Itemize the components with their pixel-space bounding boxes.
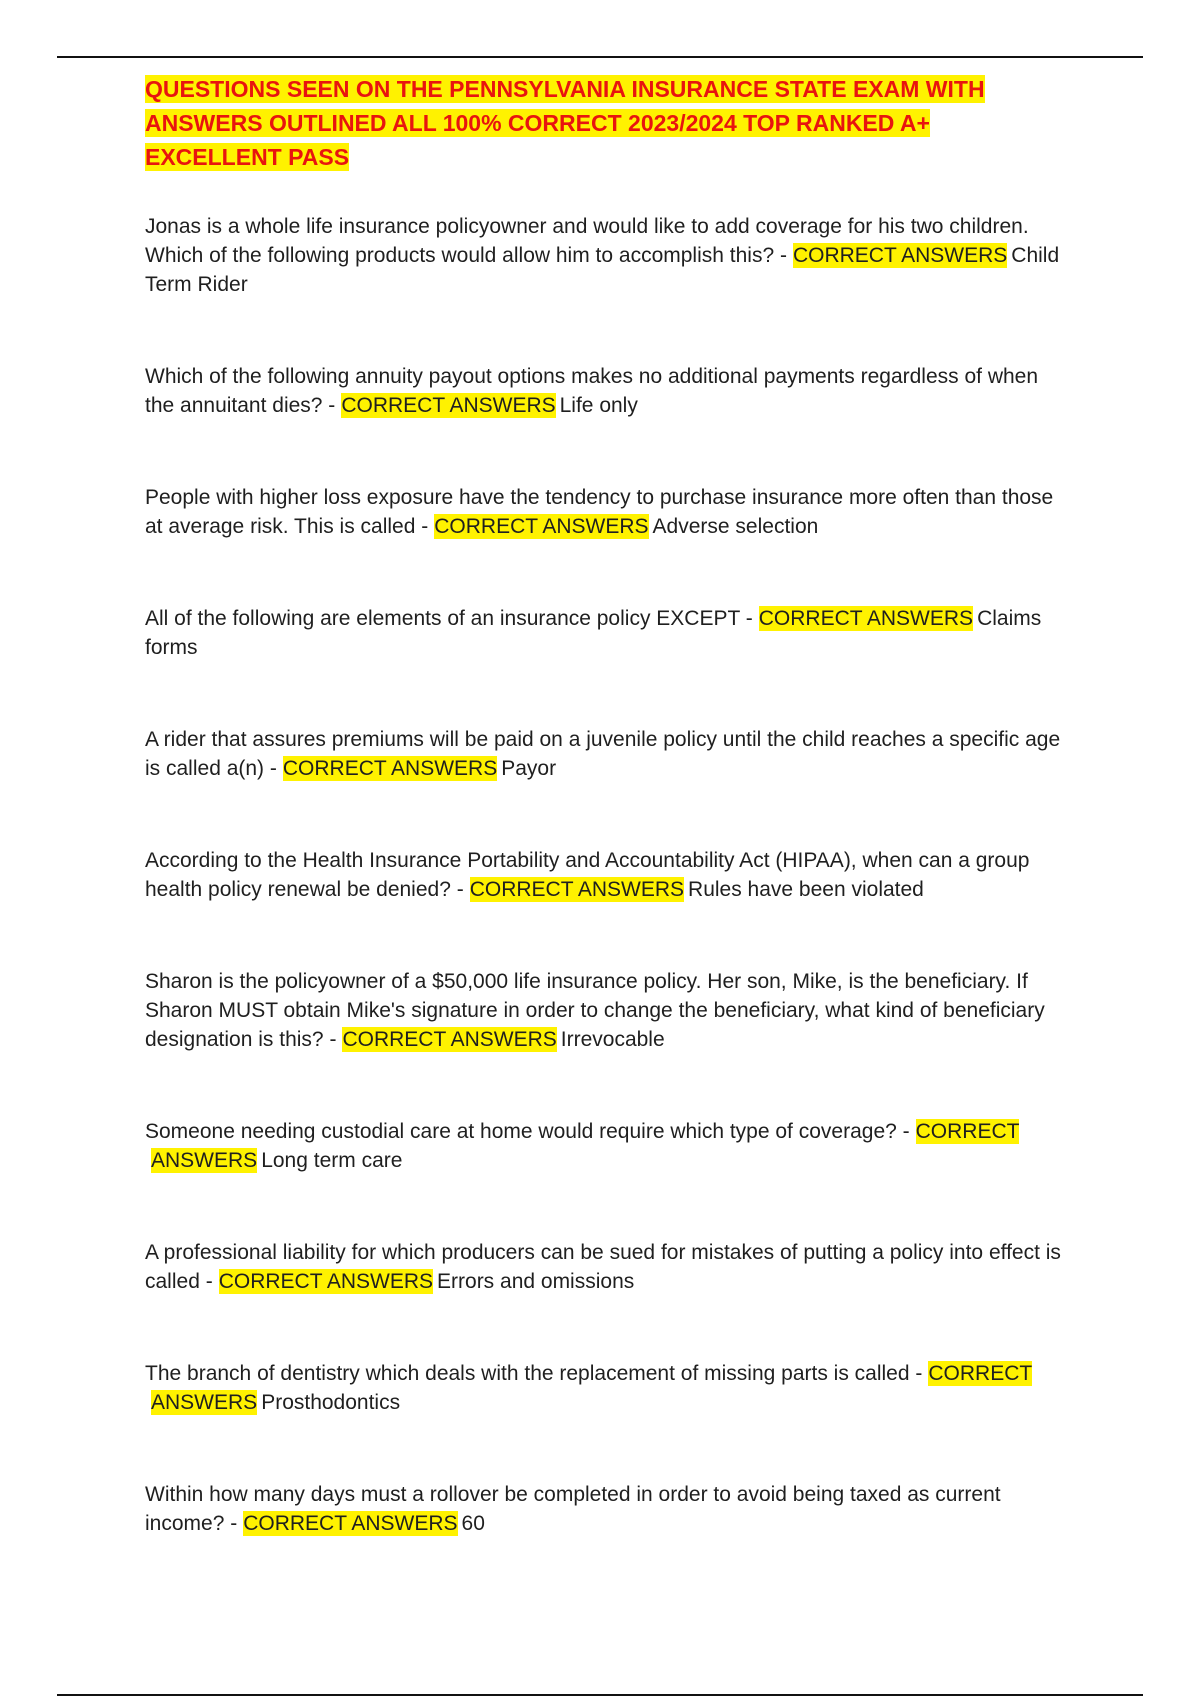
top-divider	[57, 56, 1143, 58]
correct-answers-marker: CORRECT ANSWERS	[243, 1512, 458, 1535]
answer-text: Rules have been violated	[688, 878, 924, 901]
correct-answers-marker: CORRECT ANSWERS	[341, 394, 556, 417]
answer-text: Errors and omissions	[437, 1270, 635, 1293]
question-text: Sharon is the policyowner of a $50,000 life insurance policy. Her son, Mike, is the beneficiary. If Sharon MUST obtain Mike's signature in order to change the beneficiary, what kind of beneficiary designation is this? -	[145, 970, 1045, 1051]
answer-text: Child Term Rider	[145, 244, 1060, 296]
question-text: The branch of dentistry which deals with the replacement of missing parts is called -	[145, 1362, 923, 1385]
bottom-divider	[57, 1694, 1143, 1696]
qa-item	[145, 967, 1065, 1054]
question-text: According to the Health Insurance Portability and Accountability Act (HIPAA), when can a group health policy renewal be denied? -	[145, 849, 1030, 901]
qa-item	[145, 1480, 1065, 1538]
qa-item	[145, 483, 1065, 541]
correct-answers-marker: CORRECT ANSWERS	[758, 607, 974, 630]
question-text: Which of the following annuity payout options makes no additional payments regardless of when the annuitant dies? -	[145, 365, 1039, 417]
answer-text: Adverse selection	[652, 515, 819, 538]
correct-answers-marker: CORRECT ANSWERS	[469, 878, 685, 901]
correct-answers-marker: CORRECT ANSWERS	[342, 1028, 557, 1051]
document-title	[145, 72, 1065, 174]
qa-item	[145, 1238, 1065, 1296]
correct-answers-marker: CORRECT ANSWERS	[282, 757, 498, 780]
answer-text: Long term care	[261, 1149, 403, 1172]
question-text: People with higher loss exposure have the tendency to purchase insurance more often than those at average risk. This is called -	[145, 486, 1054, 538]
correct-answers-marker: CORRECT ANSWERS	[792, 244, 1008, 267]
answer-text: Irrevocable	[560, 1028, 665, 1051]
qa-item	[145, 604, 1065, 662]
question-text: Jonas is a whole life insurance policyowner and would like to add coverage for his two children. Which of the following products would allow him to accomplish this? -	[145, 215, 1029, 267]
answer-text: Payor	[501, 757, 557, 780]
qa-list	[145, 212, 1065, 1538]
correct-answers-marker: CORRECT ANSWERS	[218, 1270, 434, 1293]
qa-item	[145, 1117, 1065, 1175]
qa-item	[145, 362, 1065, 420]
question-text: Within how many days must a rollover be completed in order to avoid being taxed as current income? -	[145, 1483, 1001, 1535]
question-text: All of the following are elements of an insurance policy EXCEPT -	[145, 607, 753, 630]
qa-item	[145, 846, 1065, 904]
answer-text: Life only	[559, 394, 638, 417]
document-title-text: QUESTIONS SEEN ON THE PENNSYLVANIA INSURANCE STATE EXAM WITH ANSWERS OUTLINED ALL 100% CORRECT 2023/2024 TOP RANKED A+ EXCELLENT PASS	[145, 76, 985, 170]
document-body	[145, 72, 1065, 1538]
qa-item	[145, 212, 1065, 299]
question-text: A rider that assures premiums will be paid on a juvenile policy until the child reaches a specific age is called a(n) -	[145, 728, 1061, 780]
answer-text: Claims forms	[145, 607, 1042, 659]
correct-answers-marker: CORRECT ANSWERS	[151, 1362, 1033, 1414]
qa-item	[145, 1359, 1065, 1417]
qa-item	[145, 725, 1065, 783]
answer-text: Prosthodontics	[261, 1391, 401, 1414]
answer-text: 60	[461, 1512, 485, 1535]
question-text: A professional liability for which producers can be sued for mistakes of putting a policy into effect is called -	[145, 1241, 1061, 1293]
correct-answers-marker: CORRECT ANSWERS	[151, 1120, 1020, 1172]
question-text: Someone needing custodial care at home would require which type of coverage? -	[145, 1120, 910, 1143]
correct-answers-marker: CORRECT ANSWERS	[434, 515, 649, 538]
